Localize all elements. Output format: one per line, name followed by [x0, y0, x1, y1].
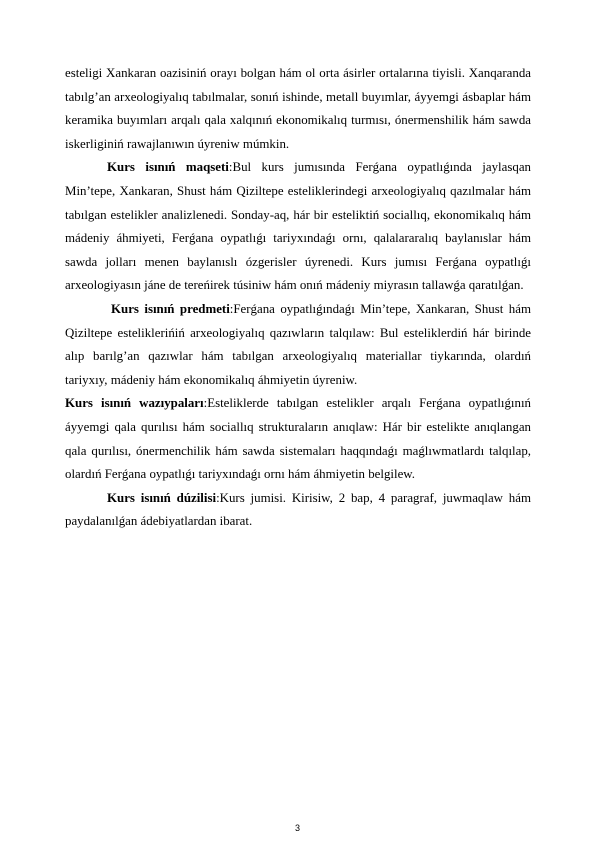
- paragraph-text: :Bul kurs jumısında Ferǵana oypatlıǵında jaylasqan Min’tepe, Xankaran, Shust hám Qiziltepe esteliklerindegi arxeologiyalıq qazılmalar hám tabılgan estelikler analizlenedi. Sonday-aq, hár bir esteliktiń sociallıq, ekonomikalıq hám mádeniy áhmiyeti, Ferǵana oypatlıǵı tariyxındaǵı ornı, qalalararalıq baylanıslar hám sawda jolları menen baylanıslı ózgerisler úyrenedi. Kurs jumısı Ferǵana oypatlıǵı arxeologiyasın jáne de tereńirek túsiniw hám onıń mádeniy miyrasın tallawǵa qaratılǵan.: [65, 160, 531, 293]
- section-heading-structure: Kurs isınıń dúzilisi: [107, 490, 217, 505]
- paragraph-course-aim: [65, 156, 531, 298]
- section-heading-subject: Kurs isınıń predmeti: [111, 301, 230, 316]
- paragraph-intro-continued: [65, 62, 531, 156]
- page-number: 3: [294, 823, 300, 833]
- section-heading-aim: Kurs isınıń maqseti: [107, 160, 229, 175]
- paragraph-course-subject: [65, 298, 531, 392]
- paragraph-text: :Kurs jumisi. Kirisiw, 2 bap, 4 paragraf, juwmaqlaw hám paydalanılǵan ádebiyatlardan ibarat.: [65, 490, 531, 529]
- paragraph-text: :Ferǵana oypatlıǵındaǵı Min’tepe, Xankaran, Shust hám Qiziltepe esteliklerińiń arxeologiyalıq qazıwların talqılaw: Bul esteliklerdiń hár birinde alıp barılg’an qazıwlar hám tabılgan arxeologiyalıq materiallar tiykarında, olardıń tariyxıy, mádeniy hám ekonomikalıq áhmiyetin úyreniw.: [65, 301, 531, 387]
- paragraph-course-tasks: [65, 392, 531, 486]
- paragraph-course-structure: [65, 487, 531, 534]
- paragraph-text: esteligi Xankaran oazisiniń orayı bolgan hám ol orta ásirler ortalarına tiyisli. Xanqaranda tabılg’an arxeologiyalıq tabılmalar, sonıń ishinde, metall buyımlar, áyyemgi ásbaplar hám keramika buyımları arqalı qala xalqınıń ekonomikalıq turmısı, ónermenshilik hám sawda iskerliginiń rawajlanıwın úyreniw múmkin.: [65, 66, 531, 151]
- document-body: [65, 62, 531, 534]
- paragraph-text: :Esteliklerde tabılgan estelikler arqalı Ferǵana oypatlıǵınıń áyyemgi qala qurılısı hám sociallıq strukturaların anıqlaw: Hár bir estelikte anıqlangan qala qurılısı, ónermenchilik hám sawda sistemaları haqqındaǵı maǵlıwmatlardı talqılap, olardıń Ferǵana oypatlıǵı tariyxındaǵı ornı hám áhmiyetin belgilew.: [65, 396, 531, 482]
- section-heading-tasks: Kurs isınıń wazıypaları: [65, 396, 204, 411]
